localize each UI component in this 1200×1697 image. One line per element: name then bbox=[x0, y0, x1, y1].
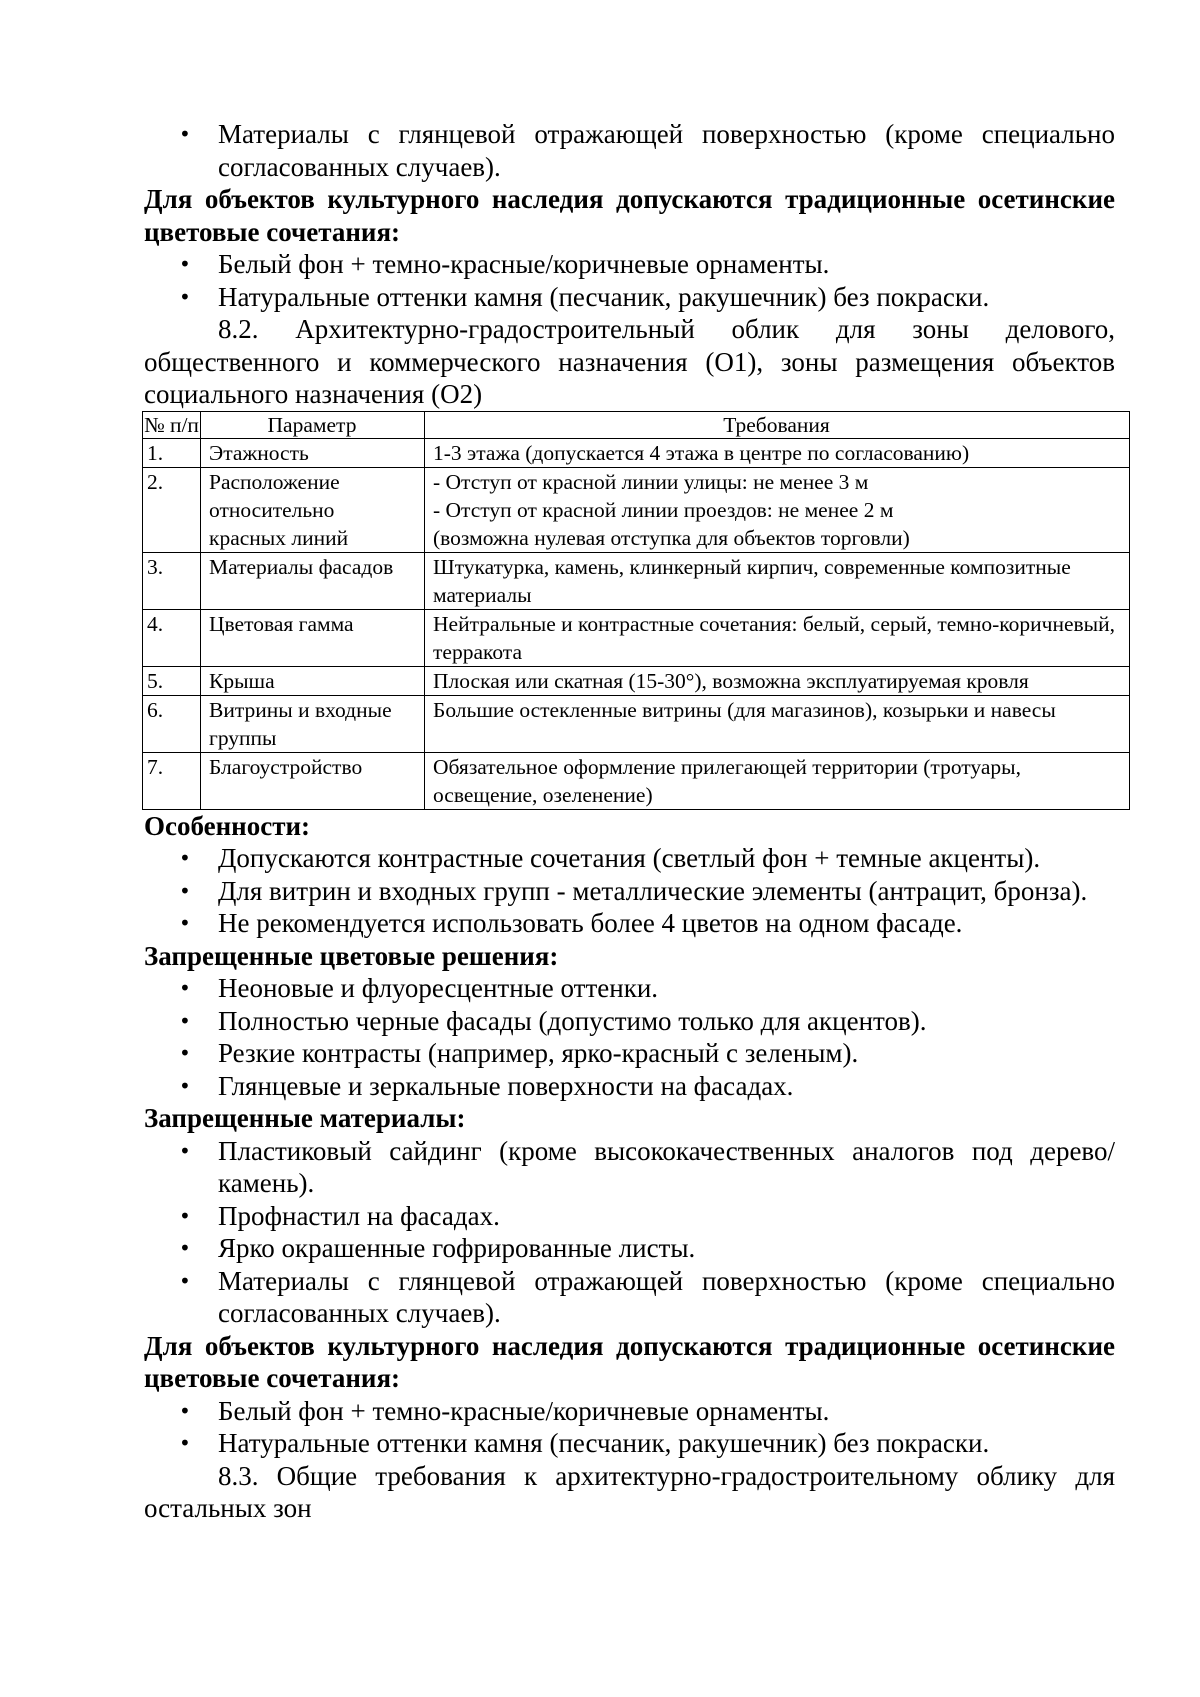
row-number: 4. bbox=[143, 609, 201, 666]
requirement-line: Большие остекленные витрины (для магазинов), козырьки и навесы bbox=[433, 697, 1056, 722]
table-row bbox=[143, 752, 1130, 809]
heritage-bullet-list-1 bbox=[144, 248, 1115, 313]
row-requirement bbox=[425, 467, 1130, 552]
row-requirement bbox=[425, 695, 1130, 752]
header-requirements: Требования bbox=[425, 411, 1130, 438]
row-number: 1. bbox=[143, 438, 201, 467]
heritage-bullet-list-2 bbox=[144, 1395, 1115, 1460]
table-row bbox=[143, 695, 1130, 752]
table-row bbox=[143, 666, 1130, 695]
section-8-3-title: 8.3. Общие требования к архитектурно-градостроительному облику для остальных зон bbox=[144, 1460, 1115, 1523]
row-requirement bbox=[425, 666, 1130, 695]
bullet-item: • Пластиковый сайдинг (кроме высококачественных аналогов под дерево/камень). bbox=[144, 1135, 1115, 1200]
bullet-item: • Материалы с глянцевой отражающей поверхностью (кроме специально согласованных случаев). bbox=[144, 1265, 1115, 1330]
row-requirement bbox=[425, 752, 1130, 809]
bullet-item: • Глянцевые и зеркальные поверхности на фасадах. bbox=[144, 1070, 1115, 1103]
forbidden-colors-bullet-list bbox=[144, 972, 1115, 1102]
bullet-item: • Профнастил на фасадах. bbox=[144, 1200, 1115, 1233]
bullet-item: • Полностью черные фасады (допустимо только для акцентов). bbox=[144, 1005, 1115, 1038]
row-number: 3. bbox=[143, 552, 201, 609]
requirement-line: Плоская или скатная (15-30°), возможна эксплуатируемая кровля bbox=[433, 668, 1029, 693]
row-parameter: Благоустройство bbox=[201, 752, 425, 809]
requirements-table bbox=[142, 411, 1130, 810]
table-header-row bbox=[143, 411, 1130, 438]
row-parameter: Этажность bbox=[201, 438, 425, 467]
table-row bbox=[143, 609, 1130, 666]
row-parameter: Витрины и входные группы bbox=[201, 695, 425, 752]
table-row bbox=[143, 467, 1130, 552]
bullet-item: • Натуральные оттенки камня (песчаник, ракушечник) без покраски. bbox=[144, 281, 1115, 314]
forbidden-colors-heading: Запрещенные цветовые решения: bbox=[144, 940, 559, 971]
heritage-heading-2: Для объектов культурного наследия допускаются традиционные осетинские цветовые сочетания: bbox=[144, 1330, 1115, 1393]
requirement-line: Нейтральные и контрастные сочетания: белый, серый, темно-коричневый, терракота bbox=[433, 611, 1115, 664]
bullet-item: • Белый фон + темно-красные/коричневые орнаменты. bbox=[144, 248, 1115, 281]
row-parameter: Цветовая гамма bbox=[201, 609, 425, 666]
requirement-line: - Отступ от красной линии проездов: не менее 2 м bbox=[433, 497, 894, 522]
page-content bbox=[144, 118, 1115, 1525]
requirement-line: Обязательное оформление прилегающей территории (тротуары, освещение, озеленение) bbox=[433, 754, 1021, 807]
bullet-item: • Ярко окрашенные гофрированные листы. bbox=[144, 1232, 1115, 1265]
bullet-item: • Натуральные оттенки камня (песчаник, ракушечник) без покраски. bbox=[144, 1427, 1115, 1460]
bullet-item: • Белый фон + темно-красные/коричневые орнаменты. bbox=[144, 1395, 1115, 1428]
bullet-item: • Допускаются контрастные сочетания (светлый фон + темные акценты). bbox=[144, 842, 1115, 875]
row-number: 6. bbox=[143, 695, 201, 752]
row-requirement bbox=[425, 609, 1130, 666]
bullet-item: • Резкие контрасты (например, ярко-красный с зеленым). bbox=[144, 1037, 1115, 1070]
section-8-2-title: 8.2. Архитектурно-градостроительный облик для зоны делового, общественного и коммерческого назначения (О1), зоны размещения объектов социального назначения (О2) bbox=[144, 314, 1115, 409]
row-number: 7. bbox=[143, 752, 201, 809]
table-row bbox=[143, 552, 1130, 609]
header-number: № п/п bbox=[144, 412, 199, 437]
features-bullet-list bbox=[144, 842, 1115, 940]
row-parameter: Материалы фасадов bbox=[201, 552, 425, 609]
bullet-item: • Материалы с глянцевой отражающей поверхностью (кроме специально согласованных случаев). bbox=[144, 118, 1115, 183]
row-requirement bbox=[425, 552, 1130, 609]
row-number: 5. bbox=[143, 666, 201, 695]
header-parameter: Параметр bbox=[201, 411, 425, 438]
row-number: 2. bbox=[143, 467, 201, 552]
bullet-item: • Неоновые и флуоресцентные оттенки. bbox=[144, 972, 1115, 1005]
heritage-heading-1: Для объектов культурного наследия допускаются традиционные осетинские цветовые сочетания: bbox=[144, 184, 1115, 247]
requirement-line: - Отступ от красной линии улицы: не менее 3 м bbox=[433, 469, 869, 494]
features-heading: Особенности: bbox=[144, 810, 311, 841]
forbidden-materials-bullet-list bbox=[144, 1135, 1115, 1330]
table-row bbox=[143, 438, 1130, 467]
requirement-line: Штукатурка, камень, клинкерный кирпич, современные композитные материалы bbox=[433, 554, 1071, 607]
requirement-line: (возможна нулевая отступка для объектов торговли) bbox=[433, 525, 910, 550]
requirement-line: 1-3 этажа (допускается 4 этажа в центре по согласованию) bbox=[433, 440, 970, 465]
top-bullet-list bbox=[144, 118, 1115, 183]
bullet-item: • Для витрин и входных групп - металлические элементы (антрацит, бронза). bbox=[144, 875, 1115, 908]
bullet-item: • Не рекомендуется использовать более 4 цветов на одном фасаде. bbox=[144, 907, 1115, 940]
row-parameter: Крыша bbox=[201, 666, 425, 695]
row-requirement bbox=[425, 438, 1130, 467]
forbidden-materials-heading: Запрещенные материалы: bbox=[144, 1103, 466, 1133]
row-parameter: Расположение относительно красных линий bbox=[201, 467, 425, 552]
